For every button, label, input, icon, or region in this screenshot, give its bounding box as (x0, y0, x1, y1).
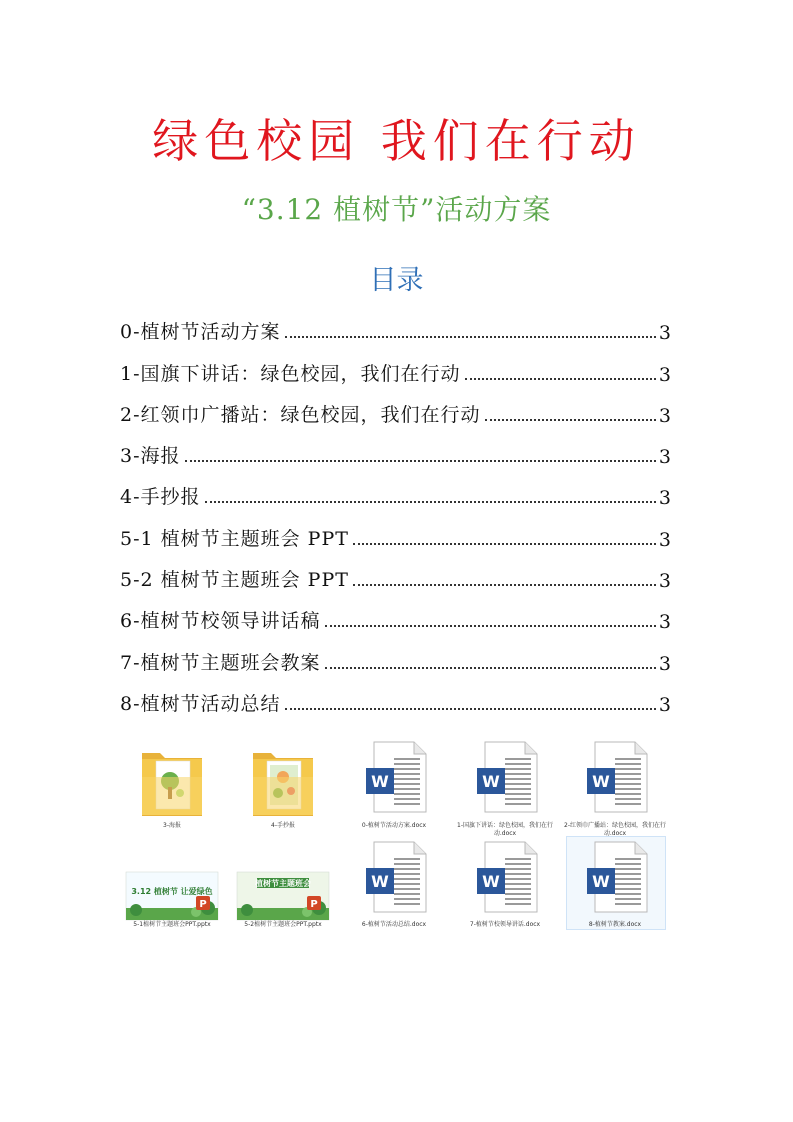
ppt-thumbnail-text: 3.12 植树节 让爱绿色 (131, 887, 213, 896)
file-name-label[interactable]: 2-红领巾广播站：绿色校园，我们在行动.docx (564, 822, 666, 837)
file-icon[interactable] (366, 842, 426, 912)
toc-item-label: 7-植树节主题班会教案 (120, 651, 321, 674)
toc-item-label: 5-1 植树节主题班会 PPT (120, 527, 349, 550)
toc-item-label: 6-植树节校领导讲话稿 (120, 610, 321, 633)
toc-item-label: 4-手抄报 (120, 486, 201, 509)
toc-item-label: 1-国旗下讲话：绿色校园，我们在行动 (120, 362, 461, 385)
toc-page-number: 3 (658, 404, 672, 427)
toc-item-label: 2-红领巾广播站：绿色校园，我们在行动 (120, 403, 481, 426)
toc-page-number: 3 (658, 570, 672, 593)
file-icon[interactable] (366, 742, 426, 812)
toc-page-number: 3 (658, 652, 672, 675)
file-name-label[interactable]: 5-2植树节主题班会PPT.pptx (244, 921, 322, 928)
toc-page-number: 3 (658, 611, 672, 634)
file-icon[interactable] (142, 753, 202, 816)
toc-page-number: 3 (658, 322, 672, 345)
document-title: 绿色校园 我们在行动 (152, 114, 641, 168)
file-name-label[interactable]: 0-植树节活动方案.docx (361, 822, 427, 829)
word-letter: W (592, 772, 610, 791)
toc-item-label: 3-海报 (120, 445, 181, 468)
ppt-letter: P (199, 899, 207, 910)
file-name-label[interactable]: 3-海报 (163, 822, 181, 829)
word-letter: W (592, 872, 610, 891)
toc-page-number: 3 (658, 487, 672, 510)
file-name-label[interactable]: 8-植树节教案.docx (588, 921, 642, 928)
file-icon[interactable] (587, 842, 647, 912)
word-letter: W (482, 872, 500, 891)
file-icon[interactable] (253, 753, 313, 816)
toc-page-number: 3 (658, 446, 672, 469)
file-name-label[interactable]: 5-1植树节主题班会PPT.pptx (133, 921, 211, 928)
document-subtitle: “3.12 植树节”活动方案 (241, 193, 552, 226)
toc-page-number: 3 (658, 693, 672, 716)
toc-item-label: 0-植树节活动方案 (120, 321, 281, 344)
ppt-thumbnail-text: 植树节主题班会 (255, 879, 311, 888)
file-icon[interactable] (477, 842, 537, 912)
file-name-label[interactable]: 4-手抄报 (271, 822, 295, 829)
word-letter: W (371, 772, 389, 791)
file-icon[interactable] (587, 742, 647, 812)
file-name-label[interactable]: 7-植树节校领导讲话.docx (469, 921, 541, 928)
word-letter: W (482, 772, 500, 791)
file-name-label[interactable]: 6-植树节活动总结.docx (361, 921, 427, 928)
file-icon[interactable] (477, 742, 537, 812)
toc-heading: 目录 (369, 265, 424, 296)
file-icon[interactable] (237, 872, 329, 920)
file-name-label[interactable]: 1-国旗下讲话：绿色校园，我们在行动.docx (457, 822, 553, 837)
toc-page-number: 3 (658, 528, 672, 551)
toc-item-label: 5-2 植树节主题班会 PPT (120, 569, 349, 592)
toc-item-label: 8-植树节活动总结 (120, 692, 281, 715)
file-icon[interactable] (126, 872, 218, 920)
toc-page-number: 3 (658, 363, 672, 386)
ppt-letter: P (310, 899, 318, 910)
word-letter: W (371, 872, 389, 891)
